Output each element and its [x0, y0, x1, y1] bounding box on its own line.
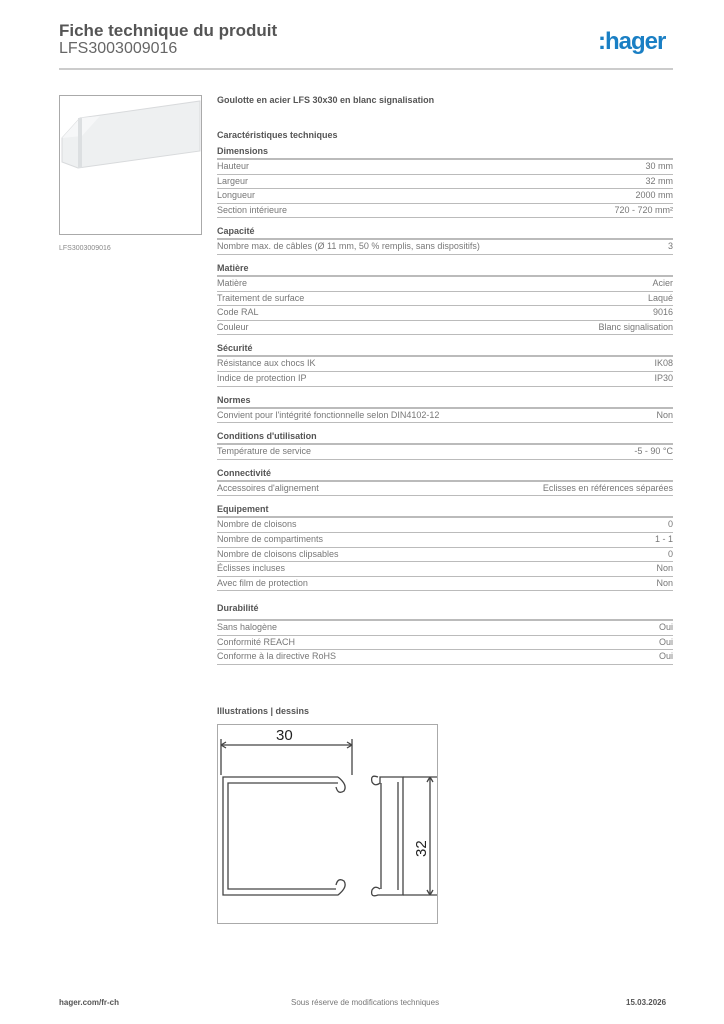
svg-text:32: 32: [413, 840, 430, 857]
spec-label: Avec film de protection: [217, 577, 308, 588]
spec-group-title: Dimensions: [217, 146, 673, 160]
spec-value: Oui: [658, 622, 673, 633]
spec-label: Éclisses incluses: [217, 563, 286, 574]
spec-value: 720 - 720 mm²: [614, 204, 673, 215]
spec-row: [217, 409, 673, 424]
product-code: LFS3003009016: [59, 40, 178, 57]
spec-group-title: Capacité: [217, 226, 673, 240]
spec-row: [217, 160, 673, 175]
spec-value: Oui: [658, 651, 673, 662]
spec-group: [217, 343, 673, 386]
spec-label: Nombre de cloisons: [217, 519, 297, 530]
spec-label: Indice de protection IP: [217, 372, 307, 383]
spec-value: Blanc signalisation: [598, 321, 673, 332]
spec-value: Laqué: [647, 292, 673, 303]
section-title: Caractéristiques techniques: [217, 130, 338, 140]
spec-value: IK08: [654, 358, 673, 369]
spec-value: Oui: [658, 636, 673, 647]
spec-label: Section intérieure: [217, 204, 288, 215]
spec-label: Résistance aux chocs IK: [217, 358, 316, 369]
hager-logo: :hager: [598, 28, 666, 55]
spec-group: [217, 603, 673, 665]
spec-value: 30 mm: [645, 161, 673, 171]
spec-value: 2000 mm: [635, 190, 673, 201]
cable-duct-image: [60, 96, 201, 234]
spec-label: Nombre max. de câbles (Ø 11 mm, 50 % remplis, sans dispositifs): [217, 241, 480, 252]
spec-value: 9016: [652, 307, 673, 318]
product-image-caption: LFS3003009016: [59, 245, 111, 252]
spec-label: Sans halogène: [217, 622, 278, 633]
page-title: Fiche technique du produit: [59, 21, 278, 40]
spec-group-title: Equipement: [217, 504, 673, 518]
spec-value: IP30: [654, 372, 673, 383]
spec-value: 3: [667, 241, 673, 252]
footer-date: 15.03.2026: [626, 998, 667, 1007]
spec-value: -5 - 90 °C: [634, 446, 673, 457]
spec-row: [217, 357, 673, 372]
spec-value: Non: [656, 409, 673, 420]
spec-row: [217, 548, 673, 563]
spec-label: Hauteur: [217, 161, 250, 171]
spec-group-title: Connectivité: [217, 468, 673, 482]
spec-group: [217, 263, 673, 335]
spec-row: [217, 621, 673, 636]
spec-content: [217, 95, 673, 665]
spec-row: [217, 577, 673, 592]
spec-group: [217, 431, 673, 460]
spec-value: Eclisses en références séparées: [542, 482, 673, 493]
spec-row: [217, 518, 673, 533]
technical-drawing: [217, 724, 438, 924]
spec-value: Acier: [652, 277, 673, 288]
profile-drawing: [218, 725, 437, 923]
spec-label: Largeur: [217, 175, 249, 186]
spec-group: [217, 468, 673, 497]
product-description: Goulotte en acier LFS 30x30 en blanc signalisation: [217, 95, 435, 105]
spec-value: Non: [656, 563, 673, 574]
spec-row: [217, 204, 673, 219]
spec-value: 0: [667, 519, 673, 530]
spec-row: [217, 533, 673, 548]
spec-row: [217, 650, 673, 665]
spec-row: [217, 562, 673, 577]
spec-row: [217, 189, 673, 204]
spec-label: Conformité REACH: [217, 636, 296, 647]
product-image: [59, 95, 202, 235]
svg-text:30: 30: [276, 727, 293, 744]
spec-value: 1 - 1: [654, 533, 673, 544]
spec-value: 0: [667, 548, 673, 559]
footer-note: Sous réserve de modifications techniques: [291, 998, 440, 1007]
spec-row: [217, 292, 673, 307]
spec-group-title: Conditions d'utilisation: [217, 431, 673, 445]
spec-row: [217, 321, 673, 336]
spec-value: Non: [656, 577, 673, 588]
spec-group: [217, 504, 673, 591]
spec-group-title: Matière: [217, 263, 673, 277]
spec-label: Accessoires d'alignement: [217, 482, 319, 493]
spec-group: [217, 395, 673, 424]
spec-label: Température de service: [217, 446, 312, 457]
spec-group-title: Normes: [217, 395, 673, 409]
spec-label: Matière: [217, 277, 248, 288]
illustrations-title: Illustrations | dessins: [217, 706, 310, 716]
spec-label: Convient pour l'intégrité fonctionnelle selon DIN4102-12: [217, 409, 440, 420]
footer-website[interactable]: hager.com/fr-ch: [59, 998, 120, 1007]
spec-row: [217, 372, 673, 387]
spec-group-title: Durabilité: [217, 603, 673, 621]
spec-label: Nombre de cloisons clipsables: [217, 548, 339, 559]
spec-row: [217, 240, 673, 255]
spec-row: [217, 306, 673, 321]
spec-row: [217, 445, 673, 460]
spec-value: 32 mm: [645, 175, 673, 186]
spec-group: [217, 146, 673, 218]
spec-label: Longueur: [217, 190, 256, 201]
header-divider: [59, 68, 673, 70]
spec-label: Nombre de compartiments: [217, 533, 324, 544]
spec-label: Couleur: [217, 321, 249, 332]
spec-row: [217, 277, 673, 292]
spec-group: [217, 226, 673, 255]
spec-label: Conforme à la directive RoHS: [217, 651, 337, 662]
spec-label: Traitement de surface: [217, 292, 305, 303]
spec-row: [217, 175, 673, 190]
spec-row: [217, 636, 673, 651]
spec-label: Code RAL: [217, 307, 259, 318]
spec-groups: [217, 146, 673, 665]
spec-row: [217, 482, 673, 497]
spec-group-title: Sécurité: [217, 343, 673, 357]
